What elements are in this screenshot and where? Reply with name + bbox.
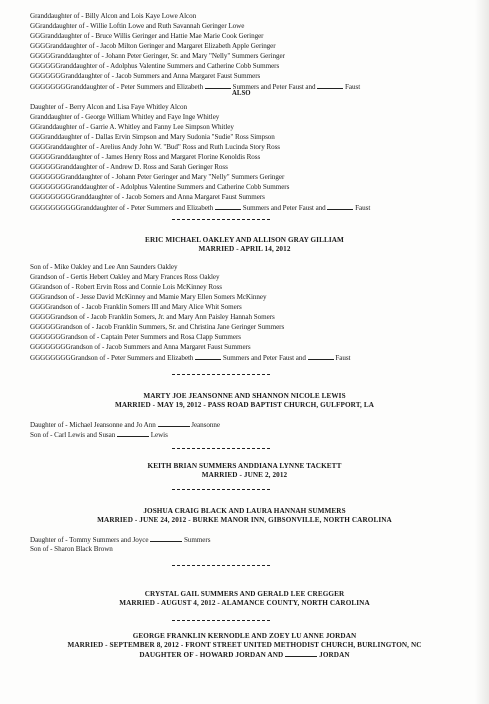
lineage-line-with-blanks xyxy=(30,353,350,363)
parents-text: Lewis xyxy=(150,431,168,439)
lineage-line: Granddaughter of - Billy Alcon and Lois Kaye Lowe Alcon xyxy=(30,12,197,20)
lineage-line: GGGGGGGGrandson of - Jacob Summers and Anna Margaret Faust Summers xyxy=(30,343,251,351)
lineage-line: GGGGGGGGranddaughter of - Adolphus Valentine Summers and Catherine Cobb Summers xyxy=(30,183,290,191)
lineage-line: GGranddaughter of - Garrie A. Whitley and Fanny Lee Simpson Whitley xyxy=(30,123,234,131)
blank-field xyxy=(205,82,231,89)
wedding-title: KEITH BRIAN SUMMERS ANDDIANA LYNNE TACKETT xyxy=(147,462,342,470)
lineage-line: GGGranddaughter of - Bruce Willis Geringer and Hattie Mae Marie Cook Geringer xyxy=(30,32,264,40)
lineage-text: Faust xyxy=(355,204,371,212)
lineage-line: GGGGGrandson of - Jacob Franklin Somers, Jr. and Mary Ann Paisley Hannah Somers xyxy=(30,313,275,321)
lineage-text: Summers and Peter Faust and xyxy=(242,204,326,212)
parents-text: DAUGHTER OF - HOWARD JORDAN AND xyxy=(139,651,284,659)
lineage-line: Granddaughter of - George William Whitley and Faye Inge Whitley xyxy=(30,113,220,121)
wedding-title: GEORGE FRANKLIN KERNODLE AND ZOEY LU ANNE JORDAN xyxy=(132,632,357,640)
wedding-parents xyxy=(0,650,489,660)
lineage-text: Summers and Peter Faust and xyxy=(232,83,316,91)
lineage-text: GGGGGGGGGGranddaughter of - Peter Summers and Elizabeth xyxy=(30,204,214,212)
wedding-title: ERIC MICHAEL OAKLEY AND ALLISON GRAY GILLIAM xyxy=(145,236,344,244)
blank-field xyxy=(117,430,149,437)
lineage-line: GGGGGGGranddaughter of - Johann Peter Geringer and Mary "Nelly" Summers Geringer xyxy=(30,173,285,181)
blank-field xyxy=(327,203,353,210)
wedding-title: JOSHUA CRAIG BLACK AND LAURA HANNAH SUMMERS xyxy=(143,507,346,515)
lineage-text: Summers and Peter Faust and xyxy=(222,354,306,362)
wedding-date: MARRIED - AUGUST 4, 2012 - ALAMANCE COUNTY, NORTH CAROLINA xyxy=(119,599,370,607)
wedding-date: MARRIED - SEPTEMBER 8, 2012 - FRONT STREET UNITED METHODIST CHURCH, BURLINGTON, NC xyxy=(67,641,422,649)
wedding-title: MARTY JOE JEANSONNE AND SHANNON NICOLE LEWIS xyxy=(143,392,346,400)
lineage-line: GGGranddaughter of - Dallas Ervin Simpson and Mary Sudonia "Sudie" Ross Simpson xyxy=(30,133,275,141)
lineage-line: GGGGrandson of - Jacob Franklin Somers III and Mary Alice Whit Somers xyxy=(30,303,242,311)
lineage-line: Daughter of - Berry Alcon and Lisa Faye Whitley Alcon xyxy=(30,103,187,111)
lineage-line: GGGGranddaughter of - Jacob Milton Geringer and Margaret Elizabeth Apple Geringer xyxy=(30,42,276,50)
lineage-line: GGrandson of - Robert Ervin Ross and Connie Lois McKinney Ross xyxy=(30,283,222,291)
lineage-line: Grandson of - Gertis Hebert Oakley and Mary Frances Ross Oakley xyxy=(30,273,220,281)
wedding-date: MARRIED - APRIL 14, 2012 xyxy=(198,245,291,253)
parents-text: Summers xyxy=(183,536,211,544)
blank-field xyxy=(215,203,241,210)
parents-text: Son of - Carl Lewis and Susan xyxy=(30,431,116,439)
lineage-line-with-blanks xyxy=(30,203,370,213)
lineage-line-with-blanks xyxy=(30,82,360,92)
blank-field xyxy=(317,82,343,89)
lineage-text: Faust xyxy=(345,83,361,91)
section-divider xyxy=(172,374,270,375)
wedding-date: MARRIED - MAY 19, 2012 - PASS ROAD BAPTIST CHURCH, GULFPORT, LA xyxy=(114,401,375,409)
parents-line xyxy=(30,420,220,430)
wedding-date: MARRIED - JUNE 24, 2012 - BURKE MANOR INN, GIBSONVILLE, NORTH CAROLINA xyxy=(97,516,392,524)
lineage-text: Faust xyxy=(335,354,351,362)
section-divider xyxy=(172,219,270,220)
blank-field xyxy=(285,650,317,657)
lineage-text: GGGGGGGGGrandson of - Peter Summers and Elizabeth xyxy=(30,354,194,362)
section-divider xyxy=(172,565,270,566)
lineage-line: GGGGranddaughter of - Arelius Andy John W. "Bud" Ross and Ruth Lucinda Story Ross xyxy=(30,143,281,151)
lineage-line: Son of - Mike Oakley and Lee Ann Saunders Oakley xyxy=(30,263,178,271)
also-label: ALSO xyxy=(232,90,251,97)
parents-text: Daughter of - Tommy Summers and Joyce xyxy=(30,536,149,544)
lineage-line: GGranddaughter of - Willie Loftin Lowe and Ruth Savannah Geringer Lowe xyxy=(30,22,245,30)
parents-line xyxy=(30,535,210,545)
lineage-line: GGGGGGGranddaughter of - Jacob Summers and Anna Margaret Faust Summers xyxy=(30,72,261,80)
section-divider xyxy=(172,620,270,621)
parents-line: Son of - Sharon Black Brown xyxy=(30,545,113,553)
wedding-title: CRYSTAL GAIL SUMMERS AND GERALD LEE CREGGER xyxy=(144,590,345,598)
blank-field xyxy=(308,353,334,360)
section-divider xyxy=(172,489,270,490)
blank-field xyxy=(195,353,221,360)
lineage-line: GGGGGGranddaughter of - Andrew D. Ross and Sarah Geringer Ross xyxy=(30,163,228,171)
lineage-text: GGGGGGGGranddaughter of - Peter Summers and Elizabeth xyxy=(30,83,204,91)
lineage-line: GGGGGranddaughter of - Johann Peter Geringer, Sr. and Mary "Nelly" Summers Geringer xyxy=(30,52,285,60)
wedding-date: MARRIED - JUNE 2, 2012 xyxy=(201,471,288,479)
lineage-line: GGGGGGGGGranddaughter of - Jacob Somers and Anna Margaret Faust Summers xyxy=(30,193,265,201)
section-divider xyxy=(172,448,270,449)
parents-line xyxy=(30,430,168,440)
lineage-line: GGGrandson of - Jesse David McKinney and Mamie Mary Ellen Somers McKinney xyxy=(30,293,267,301)
blank-field xyxy=(150,535,182,542)
lineage-line: GGGGGGrandson of - Jacob Franklin Summers, Sr. and Christina Jane Geringer Summers xyxy=(30,323,285,331)
parents-text: JORDAN xyxy=(319,651,350,659)
lineage-line: GGGGGGGrandson of - Captain Peter Summers and Rosa Clapp Summers xyxy=(30,333,241,341)
parents-text: Daughter of - Michael Jeansonne and Jo Ann xyxy=(30,421,156,429)
blank-field xyxy=(158,420,190,427)
lineage-line: GGGGGranddaughter of - James Henry Ross and Margaret Florine Kenoldis Ross xyxy=(30,153,261,161)
lineage-line: GGGGGGranddaughter of - Adolphus Valentine Summers and Catherine Cobb Summers xyxy=(30,62,280,70)
parents-text: Jeansonne xyxy=(191,421,220,429)
